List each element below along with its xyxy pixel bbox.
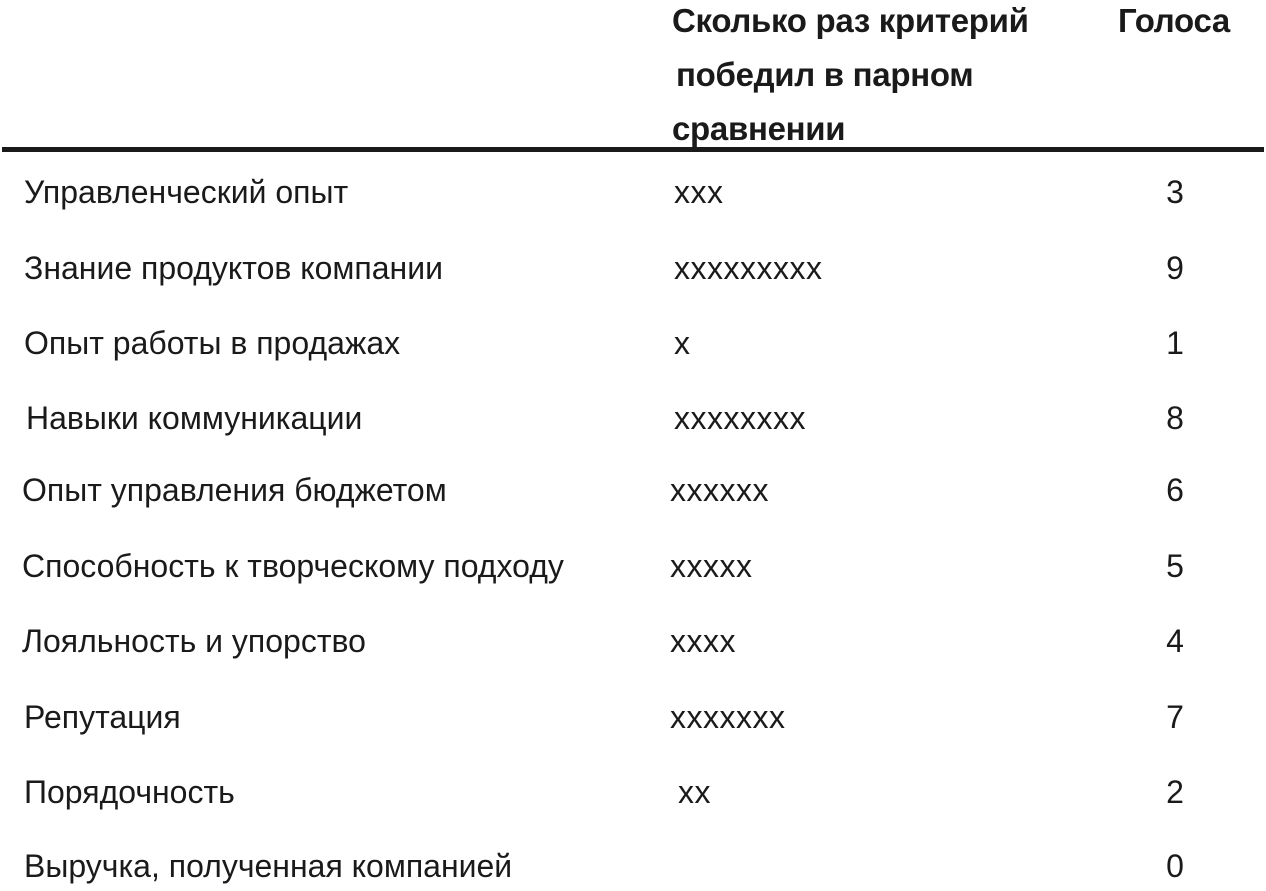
vote-count: 3: [1166, 174, 1184, 210]
criterion-name: Опыт работы в продажах: [24, 325, 401, 361]
criterion-name: Выручка, полученная компанией: [24, 848, 513, 884]
win-marks: xxxx: [670, 623, 736, 659]
header-votes: Голоса: [1118, 2, 1230, 39]
win-marks: xxxxxx: [670, 472, 769, 508]
vote-count: 7: [1166, 699, 1184, 735]
win-marks: xx: [678, 774, 711, 810]
table-row: [0, 841, 1266, 891]
table-row: [0, 692, 1266, 742]
header-wins-line-3: сравнении: [672, 110, 846, 147]
table-row: [0, 318, 1266, 368]
header-wins-line-2: победил в парном: [676, 56, 974, 93]
win-marks: xxx: [674, 174, 724, 210]
criterion-name: Порядочность: [24, 774, 235, 810]
criterion-name: Лояльность и упорство: [22, 623, 366, 659]
criterion-name: Опыт управления бюджетом: [22, 472, 447, 508]
criterion-name: Управленческий опыт: [24, 174, 349, 210]
header-wins-line-1: Сколько раз критерий: [672, 2, 1029, 39]
win-marks: x: [674, 325, 691, 361]
vote-count: 5: [1166, 548, 1184, 584]
vote-count: 0: [1166, 848, 1184, 884]
table-row: [0, 541, 1266, 591]
criterion-name: Навыки коммуникации: [26, 400, 363, 436]
win-marks: xxxxxxx: [670, 699, 786, 735]
criterion-name: Репутация: [24, 699, 181, 735]
table-row: [0, 767, 1266, 817]
win-marks: xxxxx: [670, 548, 753, 584]
vote-count: 8: [1166, 400, 1184, 436]
criterion-name: Знание продуктов компании: [24, 250, 443, 286]
vote-count: 9: [1166, 250, 1184, 286]
table-row: [0, 167, 1266, 217]
table-row: [0, 393, 1266, 443]
criterion-name: Способность к творческому подходу: [22, 548, 564, 584]
vote-count: 2: [1166, 774, 1184, 810]
table-row: [0, 616, 1266, 666]
win-marks: xxxxxxxx: [674, 400, 806, 436]
win-marks: xxxxxxxxx: [674, 250, 823, 286]
table-row: [0, 465, 1266, 515]
vote-count: 4: [1166, 623, 1184, 659]
vote-count: 6: [1166, 472, 1184, 508]
vote-count: 1: [1166, 325, 1184, 361]
table-row: [0, 243, 1266, 293]
